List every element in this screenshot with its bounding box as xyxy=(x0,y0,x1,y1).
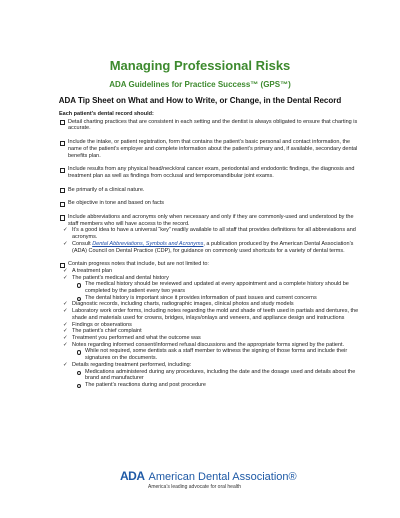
sub-sub-list-item xyxy=(59,382,359,389)
sub-list-item xyxy=(59,301,359,308)
item-text: Diagnostic records, including charts, radiographic images, clinical photos and study models xyxy=(72,301,294,308)
checkbox-icon xyxy=(60,215,65,220)
item-text: It’s a good idea to have a universal “key” readily available to all staff that provides definitions for all abbreviations and acronyms. xyxy=(72,227,356,241)
lead-text: Each patient’s dental record should: xyxy=(59,111,154,117)
list-item xyxy=(59,139,359,159)
circle-bullet-icon xyxy=(77,384,81,388)
list-item xyxy=(59,166,359,179)
checkbox-icon xyxy=(60,202,65,207)
list-item xyxy=(59,187,359,194)
document-body xyxy=(59,111,359,389)
sub-list-item xyxy=(59,328,359,335)
sub-list-item xyxy=(59,342,359,349)
circle-bullet-icon xyxy=(77,283,81,287)
sub-list-item xyxy=(59,241,359,254)
item-text: The medical history should be reviewed and updated at every appointment and a complete history should be completed by the patient every two years xyxy=(85,281,349,295)
item-text: Laboratory work order forms, including notes regarding the mold and shade of teeth used in partials and dentures, the shade and materials used for crowns, bridges, inlays/onlays and veneers, and appliance design and instructions xyxy=(72,308,359,321)
sub-sub-list-item xyxy=(59,348,359,361)
publication-link[interactable]: Dental Abbreviations, Symbols and Acronyms xyxy=(92,240,204,247)
item-text: Findings or observations xyxy=(72,321,132,328)
checkmark-icon: ✓ xyxy=(63,334,68,341)
sub-list-item xyxy=(59,362,359,369)
sub-list-item xyxy=(59,335,359,342)
item-text: Be primarily of a clinical nature. xyxy=(68,186,145,193)
checkmark-icon: ✓ xyxy=(63,361,68,368)
checkbox-icon xyxy=(60,120,65,125)
sub-sub-list-item xyxy=(59,369,359,382)
document-subtitle: ADA Guidelines for Practice Success™ (GPS™) xyxy=(109,80,291,89)
checkmark-icon: ✓ xyxy=(63,308,68,315)
item-text: The dental history is important since it provides information of past issues and current concerns xyxy=(85,294,317,301)
item-text: A treatment plan xyxy=(72,267,113,274)
list-item xyxy=(59,261,359,268)
item-text: Treatment you performed and what the outcome was xyxy=(72,334,201,341)
checkmark-icon: ✓ xyxy=(63,227,68,234)
document-title: Managing Professional Risks xyxy=(109,58,291,73)
item-text: The patient’s reactions during and post procedure xyxy=(85,381,206,388)
item-text: Include results from any physical head/neck/oral cancer exam, periodontal and endodontic findings, the diagnosis and treatment plan as well as findings from occlusal and temporomandibular joint exams. xyxy=(68,166,355,179)
circle-bullet-icon xyxy=(77,371,81,375)
checkmark-icon: ✓ xyxy=(63,274,68,281)
item-text: Details regarding treatment performed, including: xyxy=(72,361,192,368)
item-text: Contain progress notes that include, but are not limited to: xyxy=(68,261,209,268)
list-item xyxy=(59,119,359,132)
ada-logo xyxy=(120,469,340,484)
checkmark-icon: ✓ xyxy=(63,301,68,308)
sub-list-item xyxy=(59,227,359,240)
checkbox-icon xyxy=(60,141,65,146)
item-text: Detail charting practices that are consistent in each setting and the dentist is always obligated to ensure that charting is accurate. xyxy=(68,118,358,132)
checkbox-icon xyxy=(60,168,65,173)
item-text: The patient’s medical and dental history xyxy=(72,274,169,281)
checkmark-icon: ✓ xyxy=(63,240,68,247)
sub-list-item xyxy=(59,308,359,321)
item-text: The patient’s chief complaint xyxy=(72,328,142,335)
ada-footer xyxy=(120,469,340,499)
item-text-prefix: Consult xyxy=(72,240,93,247)
sub-list-item xyxy=(59,275,359,282)
checkmark-icon: ✓ xyxy=(63,328,68,335)
ada-logo-text: American Dental Association® xyxy=(148,471,297,483)
list-item xyxy=(59,200,359,207)
item-text: While not required, some dentists ask a staff member to witness the signing of those forms and include their signatures on the documents. xyxy=(85,348,348,362)
document-heading: ADA Tip Sheet on What and How to Write, or Change, in the Dental Record xyxy=(58,96,342,105)
checkbox-icon xyxy=(60,188,65,193)
sub-sub-list-item xyxy=(59,281,359,294)
circle-bullet-icon xyxy=(77,350,81,354)
checkmark-icon: ✓ xyxy=(63,267,68,274)
ada-logo-mark: ADA xyxy=(120,469,145,483)
item-text-suffix: , a publication produced by the American Dental Association’s (ADA) Council on Dental Practice (CDP), for guidance on commonly used shortcuts for a variety of dental terms. xyxy=(72,240,354,254)
list-item xyxy=(59,214,359,227)
item-text: Include abbreviations and acronyms only when necessary and only if they are commonly-used and understood by the staff members who will have access to the record. xyxy=(68,214,354,227)
item-text: Medications administered during any procedures, including the date and the dosage used and details about the brand and manufacturer xyxy=(85,368,356,382)
sub-list-item xyxy=(59,322,359,329)
checkmark-icon: ✓ xyxy=(63,321,68,328)
sub-sub-list-item xyxy=(59,295,359,302)
checkmark-icon: ✓ xyxy=(63,341,68,348)
circle-bullet-icon xyxy=(77,297,81,301)
item-text: Include the intake, or patient registration, form that contains the patient’s basic personal and contact information, the name of the patient’s employer and complete information about the patient’s primary and, if available, secondary dental benefits plan. xyxy=(68,139,358,159)
item-text: Be objective in tone and based on facts xyxy=(68,200,165,207)
ada-tagline: America’s leading advocate for oral health xyxy=(148,484,242,490)
item-text: Notes regarding informed consent/informed refusal discussions and the appropriate forms signed by the patient. xyxy=(72,341,345,348)
sub-list-item xyxy=(59,268,359,275)
